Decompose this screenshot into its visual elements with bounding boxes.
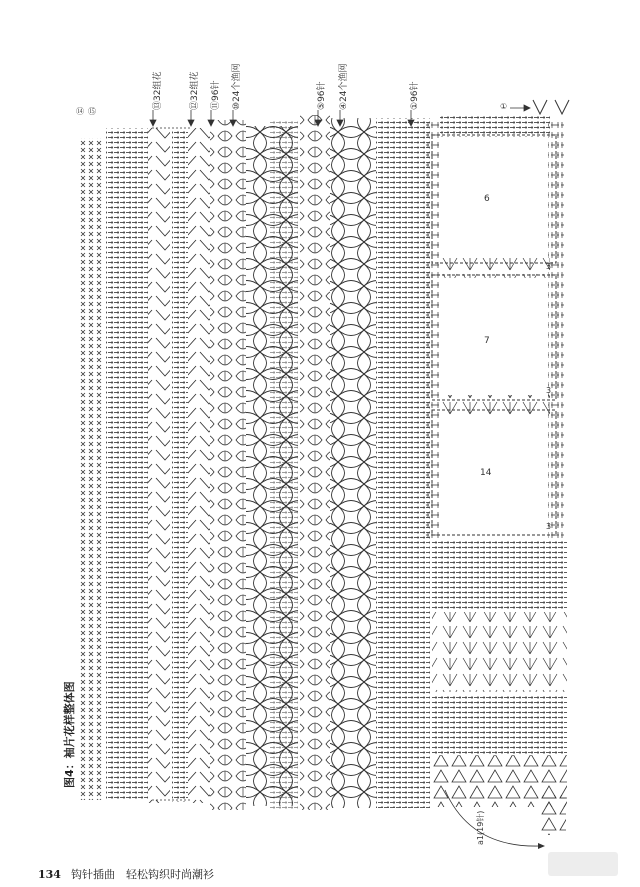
page-footer xyxy=(38,866,214,882)
corner-mark-1: 3 xyxy=(546,262,552,271)
stitch-column-4 xyxy=(376,118,430,808)
figure-title: 图4：袖片花样整体图 xyxy=(63,681,76,788)
stitch-column-1 xyxy=(106,128,148,800)
stitch-block-lower-2 xyxy=(432,694,567,754)
v-column-2 xyxy=(188,128,210,803)
book-title: 钩针插曲 轻松钩织时尚潮衫 xyxy=(70,868,214,881)
stitch-block-lower xyxy=(432,540,567,610)
corner-mark-2: 3 xyxy=(546,386,552,395)
triangle-tail xyxy=(540,795,566,835)
watermark xyxy=(548,852,618,876)
row-label-11: ⑪96针 xyxy=(211,80,221,110)
stitch-column-2 xyxy=(172,130,188,802)
row-mark-15: ⑮ xyxy=(88,107,96,116)
motif-squares xyxy=(426,115,564,540)
stitch-column-3 xyxy=(270,120,298,810)
motif-number-14: 14 xyxy=(480,468,492,478)
row-label-5: ⑤96针 xyxy=(317,81,327,110)
trefoil-column-1 xyxy=(210,120,246,810)
sc-column-left xyxy=(80,138,104,800)
row-label-10: ⑩24个渔网 xyxy=(232,63,242,110)
trefoil-column-2 xyxy=(300,115,330,810)
fan-block-lower xyxy=(432,612,567,692)
motif-number-6: 6 xyxy=(484,194,490,204)
row-label-1: ①96针 xyxy=(410,81,420,110)
mesh-column-2 xyxy=(330,118,376,808)
row-mark-14: ⑭ xyxy=(76,107,84,116)
row-label-4: ④24个渔网 xyxy=(339,63,349,110)
page-number: 134 xyxy=(38,868,61,881)
corner-mark-3: 3 xyxy=(546,522,552,531)
row-label-12: ⑫32组花 xyxy=(190,71,200,110)
row-label-13: ⑬32组花 xyxy=(153,71,163,110)
row-mark-start: ① xyxy=(500,102,508,111)
bottom-note: a1(19针) xyxy=(476,810,485,845)
v-column-1 xyxy=(148,125,170,803)
motif-number-7: 7 xyxy=(484,336,490,346)
